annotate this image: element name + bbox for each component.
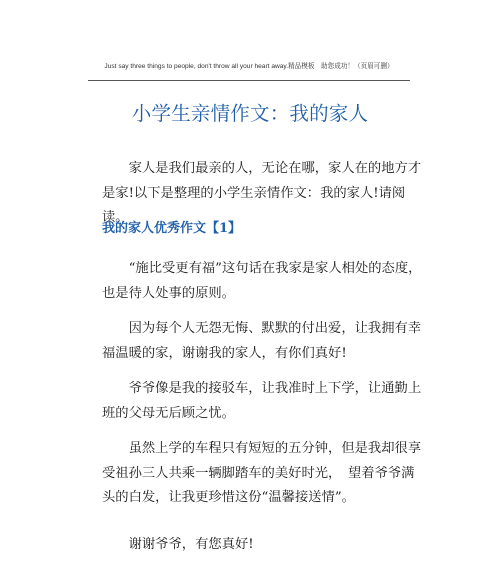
paragraph-4-block bbox=[102, 437, 422, 511]
header-divider bbox=[88, 80, 410, 81]
body-paragraph: 爷爷像是我的接驳车，让我准时上下学，让通勤上班的父母无后顾之忧。 bbox=[102, 381, 422, 421]
paragraph-5-block bbox=[102, 533, 422, 558]
body-paragraph: 因为每个人无怨无悔、默默的付出爱，让我拥有幸福温暖的家，谢谢我的家人，有你们真好! bbox=[102, 321, 422, 361]
body-paragraph: 虽然上学的车程只有短短的五分钟，但是我却很享受祖孙三人共乘一辆脚踏车的美好时光， 望着爷爷满头的白发，让我更珍惜这份“温馨接送情”。 bbox=[102, 441, 422, 505]
intro-paragraph: 家人是我们最亲的人，无论在哪，家人在的地方才是家!以下是整理的小学生亲情作文：我的家人!请阅读。 bbox=[102, 161, 422, 225]
body-paragraph: “施比受更有福”这句话在我家是家人相处的态度，也是待人处事的原则。 bbox=[102, 261, 422, 301]
body-paragraph: 谢谢爷爷，有您真好! bbox=[128, 537, 254, 552]
document-title: 小学生亲情作文：我的家人 bbox=[131, 102, 369, 125]
paragraph-3-block bbox=[102, 377, 422, 426]
paragraph-1-block bbox=[102, 257, 422, 306]
paragraph-2-block bbox=[102, 317, 422, 366]
page-header: Just say three things to people, don't throw all your heart away.精品模板 助您成功！（页眉可删） bbox=[104, 63, 394, 70]
section-heading: 我的家人优秀作文【1】 bbox=[102, 221, 242, 236]
